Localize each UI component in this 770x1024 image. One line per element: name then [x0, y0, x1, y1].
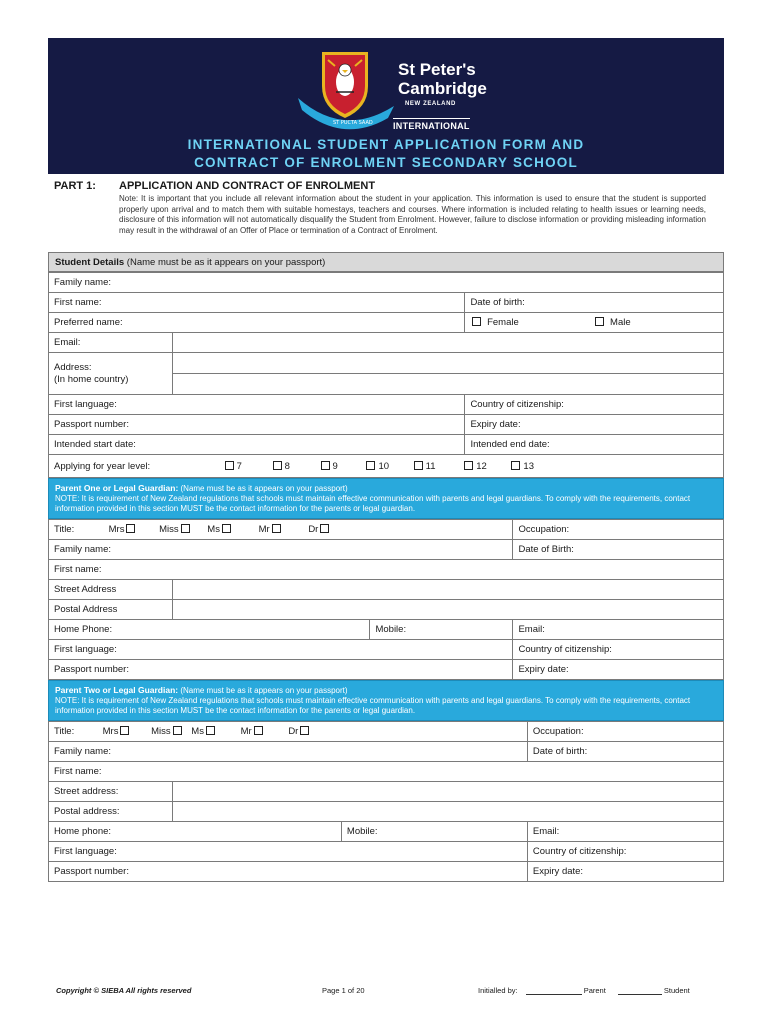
gender-options: [465, 313, 724, 333]
parent2-street-label: Street address:: [49, 782, 173, 802]
parent2-passport-field[interactable]: Passport number:: [49, 862, 528, 882]
parent1-title-label: Title:: [54, 524, 75, 535]
part-intro: [48, 174, 724, 252]
student-head-bold: Student Details: [55, 257, 125, 268]
student-first-name-field[interactable]: First name:: [49, 293, 465, 313]
student-address-label: [49, 353, 173, 395]
student-start-date-field[interactable]: Intended start date:: [49, 435, 465, 455]
parent2-notice: NOTE: It is requirement of New Zealand regulations that schools must maintain effective communication with parents and legal guardians. To comply with the requirements, contact information provided in this section MUST be the contact information for the parents or legal guardian.: [55, 696, 691, 715]
parent1-home-phone-field[interactable]: Home Phone:: [49, 620, 370, 640]
parent2-mobile-field[interactable]: Mobile:: [341, 822, 527, 842]
female-label: Female: [487, 317, 519, 328]
crest-motto: ST PUCTA SAAD: [333, 120, 373, 126]
parent1-email-field[interactable]: Email:: [513, 620, 724, 640]
parent1-postal-input[interactable]: [173, 600, 724, 620]
year-level-row: [49, 455, 724, 478]
parent1-first-name-field[interactable]: First name:: [49, 560, 724, 580]
school-name-line2: Cambridge: [398, 79, 487, 98]
parent2-head-bold: Parent Two or Legal Guardian:: [55, 685, 179, 695]
year-option-8[interactable]: 8: [271, 461, 290, 472]
parent-initial-line[interactable]: [526, 987, 582, 995]
form-title-line1: INTERNATIONAL STUDENT APPLICATION FORM AND: [187, 137, 585, 152]
school-crest-icon: [288, 46, 406, 130]
parent2-first-language-field[interactable]: First language:: [49, 842, 528, 862]
parent2-title-mrs[interactable]: Mrs: [103, 726, 133, 737]
parent2-title-miss[interactable]: Miss: [151, 726, 185, 737]
parent-initial-label: Parent: [583, 986, 606, 995]
parent2-first-name-field[interactable]: First name:: [49, 762, 724, 782]
parent1-postal-label: Postal Address: [49, 600, 173, 620]
parent1-passport-field[interactable]: Passport number:: [49, 660, 513, 680]
student-first-language-field[interactable]: First language:: [49, 395, 465, 415]
parent2-head-note: (Name must be as it appears on your passport): [178, 686, 348, 695]
student-family-name-field[interactable]: Family name:: [49, 273, 724, 293]
student-initial-label: Student: [663, 986, 690, 995]
parent-two-table: [48, 721, 724, 882]
parent1-occupation-field[interactable]: Occupation:: [513, 520, 724, 540]
parent1-street-input[interactable]: [173, 580, 724, 600]
copyright-text: Copyright © SIEBA All rights reserved: [56, 986, 192, 995]
parent1-title-mrs[interactable]: Mrs: [109, 524, 139, 535]
form-title: [48, 132, 724, 174]
address-label-line2: (In home country): [54, 373, 129, 385]
parent2-postal-label: Postal address:: [49, 802, 173, 822]
parent1-citizenship-field[interactable]: Country of citizenship:: [513, 640, 724, 660]
school-international: INTERNATIONAL: [393, 118, 470, 131]
form-page: [48, 38, 724, 882]
parent-one-table: [48, 519, 724, 680]
student-details-header: [48, 252, 724, 272]
form-title-line2: CONTRACT OF ENROLMENT SECONDARY SCHOOL: [194, 155, 578, 170]
year-level-label: Applying for year level:: [54, 460, 151, 472]
student-details-table: [48, 272, 724, 478]
parent2-street-input[interactable]: [173, 782, 724, 802]
school-country: NEW ZEALAND: [405, 101, 456, 107]
year-option-9[interactable]: 9: [319, 461, 338, 472]
parent1-first-language-field[interactable]: First language:: [49, 640, 513, 660]
parent1-title-field: [49, 520, 513, 540]
parent-two-header: [48, 680, 724, 721]
parent2-dob-field[interactable]: Date of birth:: [527, 742, 723, 762]
year-option-11[interactable]: 11: [412, 461, 436, 472]
parent2-occupation-field[interactable]: Occupation:: [527, 722, 723, 742]
parent2-postal-input[interactable]: [173, 802, 724, 822]
parent2-title-dr[interactable]: Dr: [288, 726, 312, 737]
student-address-input[interactable]: [173, 353, 724, 395]
parent1-expiry-field[interactable]: Expiry date:: [513, 660, 724, 680]
female-checkbox[interactable]: [472, 317, 481, 326]
parent1-head-bold: Parent One or Legal Guardian:: [55, 483, 179, 493]
student-head-note: (Name must be as it appears on your passport): [124, 257, 326, 268]
school-name-line1: St Peter's: [398, 60, 476, 79]
parent1-street-label: Street Address: [49, 580, 173, 600]
female-option[interactable]: [470, 317, 518, 328]
student-passport-field[interactable]: Passport number:: [49, 415, 465, 435]
parent2-family-name-field[interactable]: Family name:: [49, 742, 528, 762]
parent2-title-field: [49, 722, 528, 742]
parent-one-header: [48, 478, 724, 519]
student-citizenship-field[interactable]: Country of citizenship:: [465, 395, 724, 415]
parent1-title-dr[interactable]: Dr: [308, 524, 332, 535]
student-email-input[interactable]: [173, 333, 724, 353]
part-note: Note: It is important that you include all relevant information about the student in your application. This information is used to ensure that the student is supported properly upon arrival and to match them with suitable homestays, teachers and courses. Where information is included relating to health issues or learning needs, disclosure of this information will not automatically disqualify the Student from Enrolment. However, failure to disclose information or providing misleading information may result in the withdrawal of an Offer of Place or termination of a Contract of Enrolment.: [119, 194, 706, 235]
year-option-7[interactable]: 7: [223, 461, 242, 472]
parent1-head-note: (Name must be as it appears on your passport): [178, 484, 348, 493]
male-option[interactable]: [593, 317, 630, 328]
parent1-title-mr[interactable]: Mr: [259, 524, 284, 535]
student-email-label: Email:: [49, 333, 173, 353]
parent2-home-phone-field[interactable]: Home phone:: [49, 822, 342, 842]
parent2-title-ms[interactable]: Ms: [191, 726, 218, 737]
student-end-date-field[interactable]: Intended end date:: [465, 435, 724, 455]
parent1-title-miss[interactable]: Miss: [159, 524, 193, 535]
parent2-title-label: Title:: [54, 726, 75, 737]
parent1-family-name-field[interactable]: Family name:: [49, 540, 513, 560]
initialled-label: Initialled by:: [478, 986, 518, 995]
address-label-line1: Address:: [54, 361, 92, 373]
initialled-by: [478, 986, 690, 995]
part-title: APPLICATION AND CONTRACT OF ENROLMENT: [119, 180, 376, 192]
student-preferred-name-field[interactable]: Preferred name:: [49, 313, 465, 333]
school-name: [398, 60, 487, 98]
part-label: PART 1:: [54, 180, 96, 192]
parent1-title-ms[interactable]: Ms: [207, 524, 234, 535]
parent1-notice: NOTE: It is requirement of New Zealand regulations that schools must maintain effective communication with parents and legal guardians. To comply with the requirements, contact information provided in this section MUST be the contact information for the parents or legal guardian.: [55, 494, 691, 513]
student-initial-line[interactable]: [618, 987, 662, 995]
parent2-expiry-field[interactable]: Expiry date:: [527, 862, 723, 882]
male-checkbox[interactable]: [595, 317, 604, 326]
parent1-mobile-field[interactable]: Mobile:: [370, 620, 513, 640]
student-expiry-field[interactable]: Expiry date:: [465, 415, 724, 435]
parent1-dob-field[interactable]: Date of Birth:: [513, 540, 724, 560]
student-dob-field[interactable]: Date of birth:: [465, 293, 724, 313]
year-option-10[interactable]: 10: [364, 461, 389, 472]
parent2-citizenship-field[interactable]: Country of citizenship:: [527, 842, 723, 862]
year-option-12[interactable]: 12: [462, 461, 487, 472]
year-option-13[interactable]: 13: [509, 461, 534, 472]
male-label: Male: [610, 317, 631, 328]
parent2-email-field[interactable]: Email:: [527, 822, 723, 842]
header-banner: [48, 38, 724, 132]
parent2-title-mr[interactable]: Mr: [241, 726, 266, 737]
page-number: Page 1 of 20: [322, 986, 365, 995]
